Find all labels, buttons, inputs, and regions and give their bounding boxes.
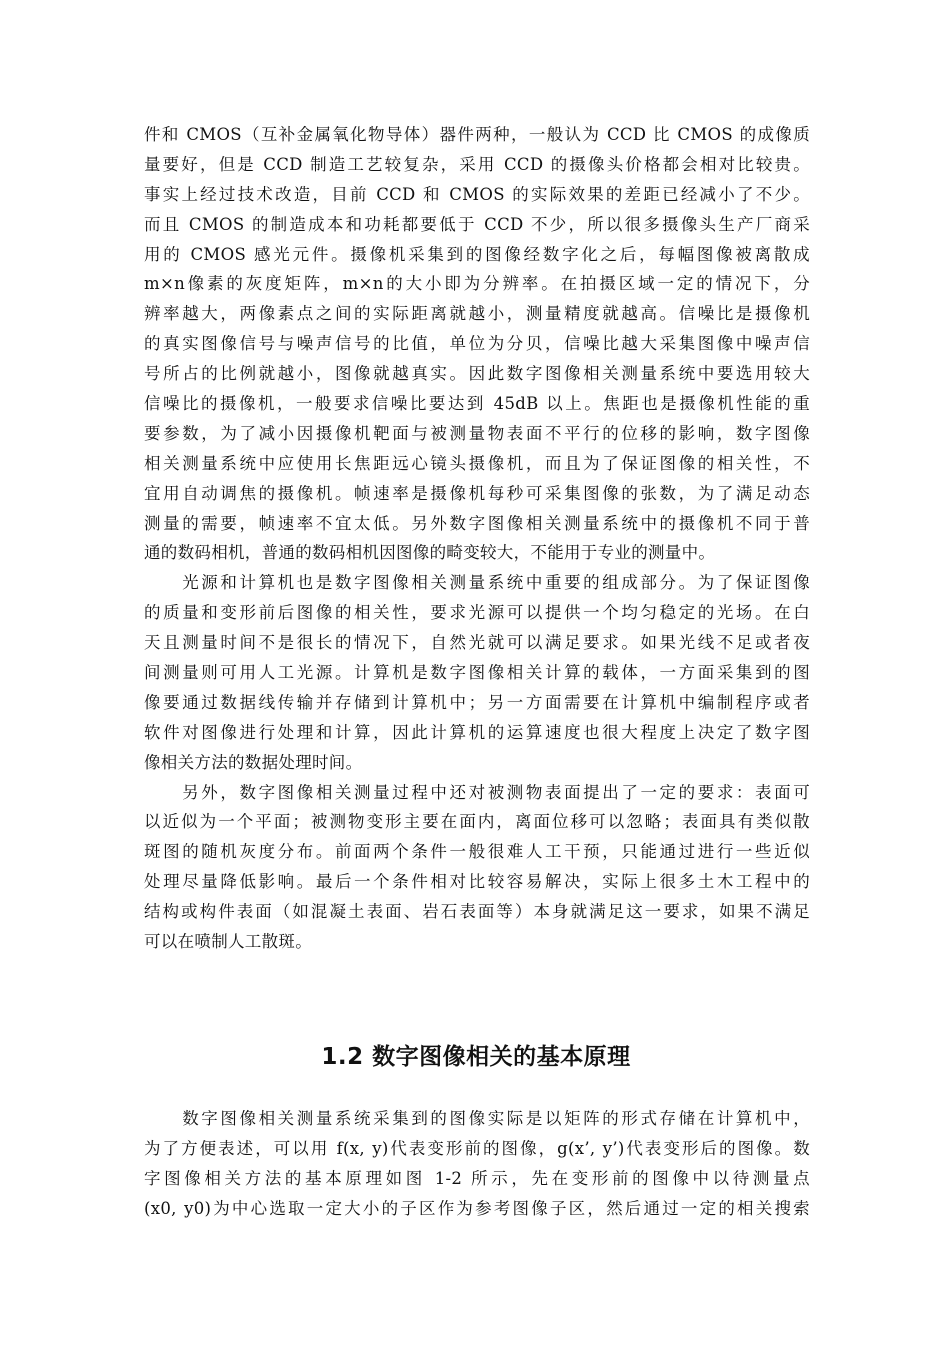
text-line: 像要通过数据线传输并存储到计算机中；另一方面需要在计算机中编制程序或者	[144, 692, 810, 712]
text-line: 斑图的随机灰度分布。前面两个条件一般很难人工干预，只能通过进行一些近似	[144, 842, 810, 862]
text-line: 天且测量时间不是很长的情况下，自然光就可以满足要求。如果光线不足或者夜	[144, 633, 810, 653]
text-line: 光源和计算机也是数字图像相关测量系统中重要的组成部分。为了保证图像	[144, 573, 810, 593]
text-line: 为了方便表述，可以用 f(x, y)代表变形前的图像，g(x’, y’)代表变形后的图像。数	[144, 1138, 810, 1158]
text-line: 的质量和变形前后图像的相关性，要求光源可以提供一个均匀稳定的光场。在白	[144, 603, 810, 623]
text-line: 事实上经过技术改造，目前 CCD 和 CMOS 的实际效果的差距已经减小了不少。	[144, 184, 810, 204]
text-line: 处理尽量降低影响。最后一个条件相对比较容易解决，实际上很多土木工程中的	[144, 872, 810, 892]
text-line: 间测量则可用人工光源。计算机是数字图像相关计算的载体，一方面采集到的图	[144, 663, 810, 683]
text-line: 而且 CMOS 的制造成本和功耗都要低于 CCD 不少，所以很多摄像头生产厂商采	[144, 214, 810, 234]
section-heading: 1.2 数字图像相关的基本原理	[321, 1044, 631, 1070]
text-line: 量要好，但是 CCD 制造工艺较复杂，采用 CCD 的摄像头价格都会相对比较贵。	[144, 154, 810, 174]
text-line: 另外，数字图像相关测量过程中还对被测物表面提出了一定的要求：表面可	[144, 782, 810, 802]
text-line: 的真实图像信号与噪声信号的比值，单位为分贝，信噪比越大采集图像中噪声信	[144, 334, 810, 354]
text-line: 信噪比的摄像机，一般要求信噪比要达到 45dB 以上。焦距也是摄像机性能的重	[144, 394, 810, 414]
text-line: 通的数码相机，普通的数码相机因图像的畸变较大，不能用于专业的测量中。	[144, 543, 716, 563]
text-line: 用的 CMOS 感光元件。摄像机采集到的图像经数字化之后，每幅图像被离散成	[144, 244, 810, 264]
text-line: 像相关方法的数据处理时间。	[144, 752, 363, 772]
text-line: 可以在喷制人工散斑。	[144, 932, 312, 952]
text-line: 结构或构件表面（如混凝土表面、岩石表面等）本身就满足这一要求，如果不满足	[144, 902, 810, 922]
text-line: 宜用自动调焦的摄像机。帧速率是摄像机每秒可采集图像的张数，为了满足动态	[144, 483, 810, 503]
text-line: 辨率越大，两像素点之间的实际距离就越小，测量精度就越高。信噪比是摄像机	[144, 304, 810, 324]
text-line: 字图像相关方法的基本原理如图 1-2 所示，先在变形前的图像中以待测量点	[144, 1168, 810, 1188]
text-line: 件和 CMOS（互补金属氧化物导体）器件两种，一般认为 CCD 比 CMOS 的成像质	[144, 125, 810, 144]
paragraph-principle	[144, 1104, 810, 1224]
text-line: 数字图像相关测量系统采集到的图像实际是以矩阵的形式存储在计算机中，	[144, 1109, 810, 1128]
text-line: 软件对图像进行处理和计算，因此计算机的运算速度也很大程度上决定了数字图	[144, 722, 810, 742]
text-line: 号所占的比例就越小，图像就越真实。因此数字图像相关测量系统中要选用较大	[144, 364, 810, 384]
text-line: 测量的需要，帧速率不宜太低。另外数字图像相关测量系统中的摄像机不同于普	[144, 513, 810, 533]
text-line: 相关测量系统中应使用长焦距远心镜头摄像机，而且为了保证图像的相关性，不	[144, 453, 810, 473]
text-line: 以近似为一个平面；被测物变形主要在面内，离面位移可以忽略；表面具有类似散	[144, 812, 810, 832]
text-line: m×n像素的灰度矩阵，m×n的大小即为分辨率。在拍摄区域一定的情况下，分	[144, 274, 810, 294]
text-line: (x0, y0)为中心选取一定大小的子区作为参考图像子区，然后通过一定的相关搜索	[144, 1198, 810, 1218]
text-line: 要参数，为了减小因摄像机靶面与被测量物表面不平行的位移的影响，数字图像	[144, 423, 810, 443]
paragraph-camera-specs	[144, 120, 810, 957]
